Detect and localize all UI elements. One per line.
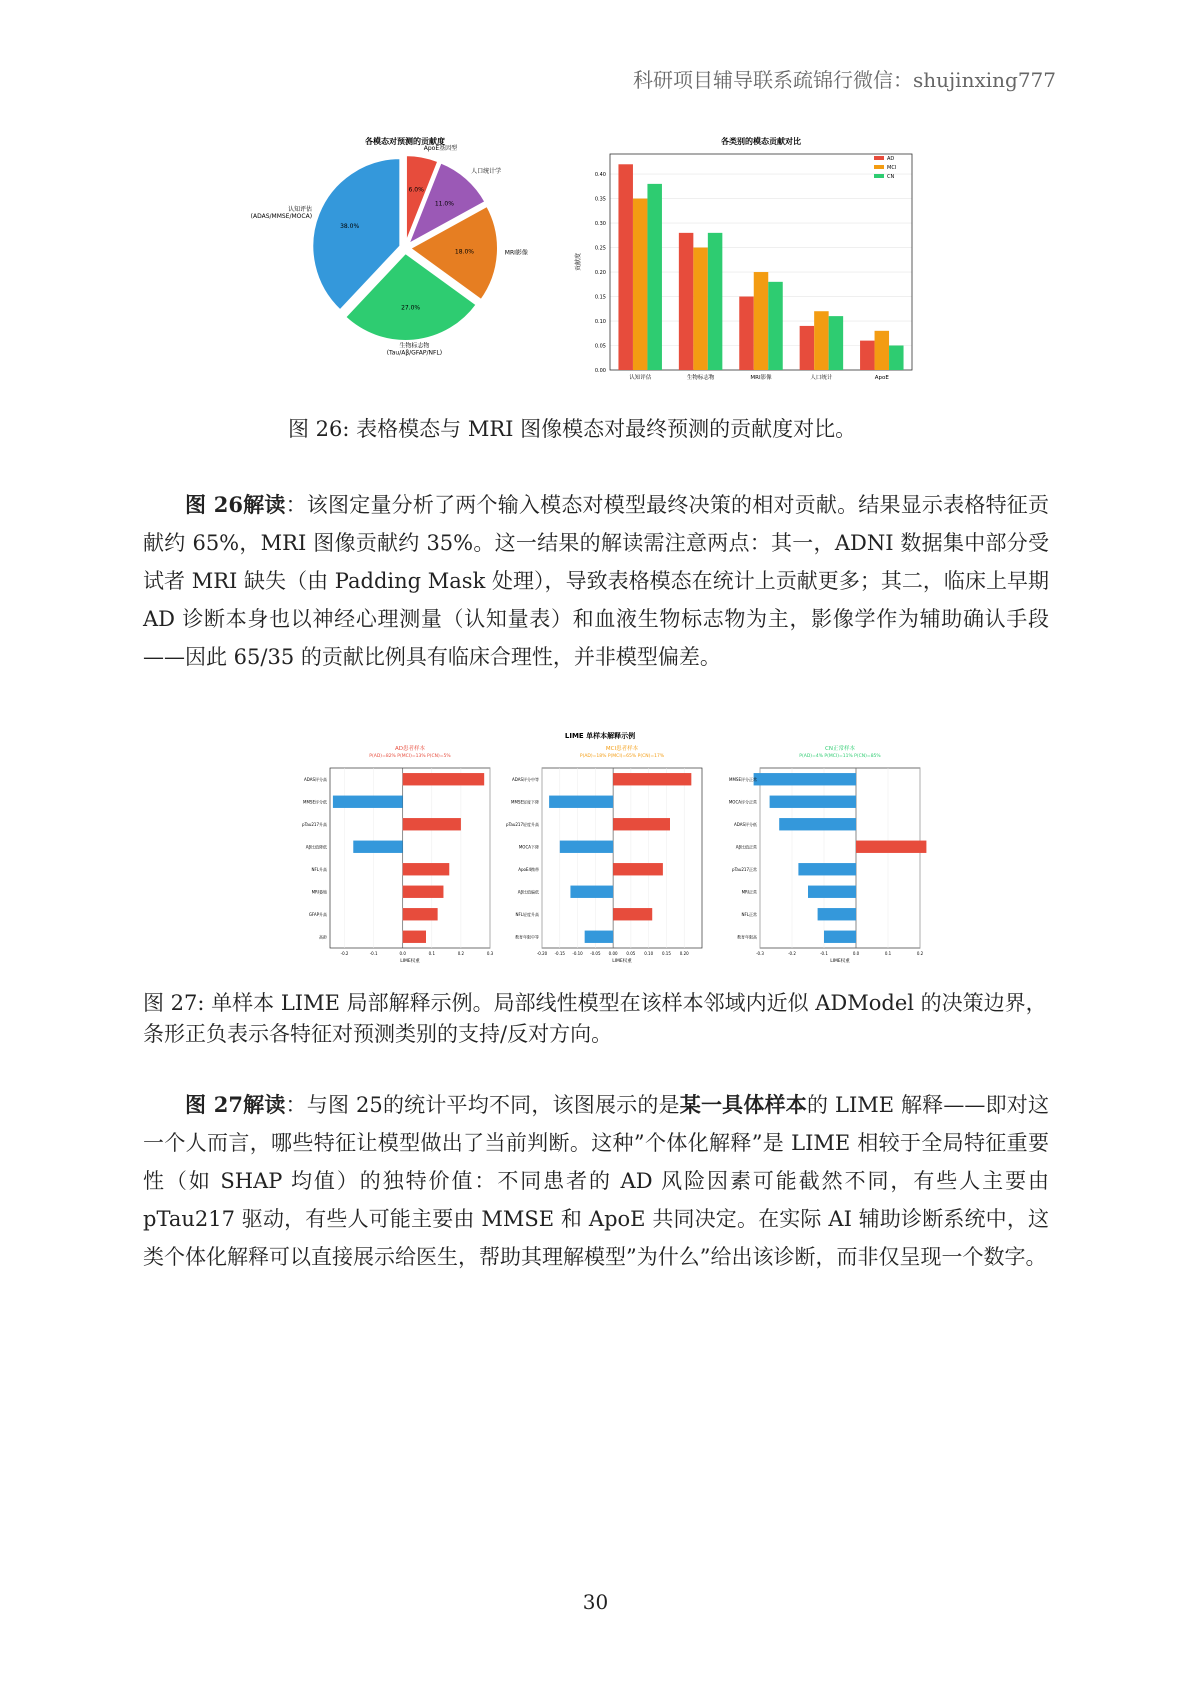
x-axis-label: LIME权重 (612, 959, 632, 964)
x-tick-label: 0.1 (428, 951, 436, 956)
legend-label: AD (887, 156, 895, 162)
para-text: ：该图定量分析了两个输入模态对模型最终决策的相对贡献。结果显示表格特征贡献约 65%，MRI 图像贡献约 35%。这一结果的解读需注意两点：其一，ADNI 数据集中部分受试者 MRI 缺失（由 Padding Mask 处理），导致表格模态在统计上贡献更多；其二，临床上早期 AD 诊断本身也以神经心理测量（认知量表）和血液生物标志物为主，影像学作为辅助确认手段——因此 65/35 的贡献比例具有临床合理性，并非模型偏差。 (143, 493, 1049, 669)
bar (814, 311, 828, 370)
lime-bar (403, 818, 461, 830)
x-tick-label: 认知评估 (629, 375, 652, 381)
bar (889, 346, 903, 370)
feature-label: NFL正常 (741, 911, 757, 917)
lime-bar (560, 841, 613, 853)
bar (708, 233, 722, 370)
feature-label: MRI正常 (741, 889, 757, 895)
x-tick-label: 0.2 (916, 951, 924, 956)
slice-value-label: 11.0% (434, 200, 454, 208)
x-tick-label: 0.2 (457, 951, 465, 956)
legend-label: CN (887, 174, 895, 180)
feature-label: MMSE评分低 (303, 799, 327, 805)
panel-subtitle: P(AD)=82% P(MCI)=13% P(CN)=5% (369, 754, 451, 759)
y-tick-label: 0.00 (594, 368, 606, 374)
feature-label: MRI萎缩 (311, 889, 327, 895)
lime-bar (570, 886, 613, 898)
x-tick-label: 0.0 (399, 951, 406, 956)
plot-frame (542, 768, 702, 948)
x-axis-label: LIME权重 (830, 959, 850, 964)
feature-label: Aβ比值偏低 (517, 889, 539, 895)
x-tick-label: -0.1 (369, 951, 378, 956)
feature-label: 教育年限高 (737, 934, 757, 940)
feature-label: GFAP升高 (308, 911, 327, 917)
feature-label: ApoE4携带 (518, 866, 539, 872)
bar (618, 164, 632, 370)
lime-bar (613, 863, 663, 875)
slice-value-label: 18.0% (454, 248, 474, 256)
x-tick-label: 人口统计 (810, 375, 833, 381)
bar (739, 297, 753, 370)
slice-value-label: 27.0% (401, 304, 421, 312)
plot-frame (760, 768, 920, 948)
y-tick-label: 0.30 (594, 221, 606, 228)
bar (768, 282, 782, 370)
lime-bar (403, 908, 438, 920)
bar (679, 233, 693, 370)
page-header: 科研项目辅导联系疏锦行微信：shujinxing777 (632, 68, 1056, 92)
x-tick-label: -0.20 (536, 951, 548, 956)
lime-bar (818, 908, 856, 920)
x-tick-label: -0.1 (820, 951, 828, 956)
x-tick-label: 生物标志物 (686, 375, 715, 381)
lime-bar (403, 931, 426, 943)
x-tick-label: 0.00 (608, 951, 618, 956)
grouped-bar-chart (570, 138, 920, 393)
y-tick-label: 0.10 (594, 319, 606, 326)
y-tick-label: 0.40 (594, 172, 606, 179)
figure-27 (270, 730, 930, 970)
legend-swatch (874, 156, 884, 160)
x-tick-label: 0.05 (626, 951, 636, 956)
legend-swatch (874, 174, 884, 178)
slice-label: 认知评估(ADAS/MMSE/MOCA) (250, 206, 313, 221)
para-text: 的 LIME 解释——即对这一个人而言，哪些特征让模型做出了当前判断。这种”个体化解释”是 LIME 相较于全局特征重要性（如 SHAP 均值）的独特价值：不同患者的 AD 风险因素可能截然不同，有些人主要由 pTau217 驱动，有些人可能主要由 MMSE 和 ApoE 共同决定。在实际 AI 辅助诊断系统中，这类个体化解释可以直接展示给医生，帮助其理解模型”为什么”给出该诊断，而非仅呈现一个数字。 (143, 1093, 1049, 1269)
lime-bar (824, 931, 856, 943)
x-tick-label: 0.3 (486, 951, 494, 956)
x-tick-label: -0.2 (788, 951, 796, 956)
feature-label: pTau217升高 (302, 821, 327, 827)
slice-label: ApoE基因型 (423, 144, 458, 152)
lime-bar (754, 773, 856, 785)
pie-chart (250, 137, 560, 393)
slice-label: 生物标志物(Tau/Aβ/GFAP/NFL) (386, 342, 443, 357)
x-tick-label: 0.15 (661, 951, 671, 956)
panel-subtitle: P(AD)=18% P(MCI)=65% P(CN)=17% (579, 754, 665, 759)
lime-bar (549, 796, 613, 808)
bar (647, 184, 661, 370)
feature-label: MOCA下降 (518, 844, 539, 850)
lime-bar (353, 841, 402, 853)
lime-bar (779, 818, 856, 830)
x-tick-label: -0.10 (572, 951, 583, 956)
panel-title: MCI患者样本 (605, 746, 639, 752)
y-tick-label: 0.05 (594, 343, 606, 350)
lime-bar (333, 796, 403, 808)
lime-bar (403, 863, 450, 875)
feature-label: 教育年限中等 (515, 934, 539, 940)
figure-26-interpretation (143, 486, 1049, 676)
lime-bar (808, 886, 856, 898)
x-tick-label: 0.20 (679, 951, 689, 956)
feature-label: MOCA评分正常 (728, 799, 757, 805)
feature-label: NFL升高 (311, 866, 327, 872)
lime-bar (798, 863, 856, 875)
x-tick-label: 0.1 (884, 951, 892, 956)
slice-label: 人口统计学 (471, 167, 502, 175)
feature-label: MMSE评分正常 (729, 776, 757, 782)
x-tick-label: ApoE (874, 375, 889, 381)
chart-title: 各类别的模态贡献对比 (721, 137, 801, 146)
panel-title: AD患者样本 (395, 746, 425, 752)
y-tick-label: 0.25 (594, 245, 606, 252)
lime-bar (613, 773, 691, 785)
bar (829, 316, 843, 370)
bar (800, 326, 814, 370)
para-lead: 图 26解读 (185, 492, 286, 517)
lime-bar (613, 908, 652, 920)
x-tick-label: -0.2 (340, 951, 349, 956)
feature-label: ADAS评分高 (303, 776, 327, 782)
panel-subtitle: P(AD)=4% P(MCI)=11% P(CN)=85% (799, 754, 881, 759)
para-lead: 图 27解读 (185, 1092, 286, 1117)
lime-bar (585, 931, 613, 943)
feature-label: MMSE轻度下降 (511, 799, 539, 805)
feature-label: NFL轻度升高 (515, 911, 539, 917)
x-tick-label: -0.05 (590, 951, 601, 956)
x-tick-label: 0.10 (644, 951, 654, 956)
slice-value-label: 6.0% (408, 186, 424, 194)
lime-bar (856, 841, 926, 853)
figure-26-caption: 图 26: 表格模态与 MRI 图像模态对最终预测的贡献度对比。 (288, 417, 857, 441)
lime-chart (270, 730, 930, 970)
slice-label: MRI影像 (504, 249, 528, 257)
bar (693, 248, 707, 370)
para-emphasis: 某一具体样本 (679, 1092, 807, 1117)
x-tick-label: -0.15 (554, 951, 565, 956)
bar (875, 331, 889, 370)
x-axis-label: LIME权重 (400, 959, 420, 964)
x-tick-label: 0.0 (852, 951, 860, 956)
chart-title: 各模态对预测的贡献度 (365, 137, 445, 146)
para-text: ：与图 25的统计平均不同，该图展示的是 (285, 1093, 680, 1117)
y-tick-label: 0.35 (594, 196, 606, 203)
y-tick-label: 0.15 (594, 294, 606, 301)
y-tick-label: 0.20 (594, 270, 606, 277)
bar (860, 341, 874, 370)
feature-label: pTau217正常 (732, 866, 757, 872)
x-tick-label: -0.3 (756, 951, 764, 956)
chart-title: LIME 单样本解释示例 (564, 732, 636, 740)
feature-label: Aβ比值降低 (305, 844, 327, 850)
figure-27-caption: 图 27: 单样本 LIME 局部解释示例。局部线性模型在该样本邻域内近似 ADModel 的决策边界，条形正负表示各特征对预测类别的支持/反对方向。 (143, 991, 1047, 1046)
x-tick-label: MRI影像 (750, 375, 772, 381)
plot-frame (330, 768, 490, 948)
feature-label: pTau217轻度升高 (506, 821, 539, 827)
lime-bar (613, 818, 670, 830)
slice-value-label: 38.0% (340, 223, 360, 231)
panel-title: CN正常样本 (825, 746, 855, 752)
lime-bar (770, 796, 856, 808)
feature-label: ADAS评分中等 (511, 776, 539, 782)
figure-26 (250, 137, 920, 393)
bar (754, 272, 768, 370)
legend-label: MCI (887, 165, 897, 171)
lime-bar (403, 886, 444, 898)
feature-label: 高龄 (319, 934, 327, 940)
page-number: 30 (582, 1590, 609, 1614)
feature-label: ADAS评分低 (733, 821, 757, 827)
figure-27-interpretation (143, 1086, 1049, 1276)
legend-swatch (874, 165, 884, 169)
y-axis-label: 贡献度 (575, 252, 582, 272)
lime-bar (403, 773, 484, 785)
feature-label: Aβ比值正常 (735, 844, 757, 850)
bar (633, 199, 647, 370)
